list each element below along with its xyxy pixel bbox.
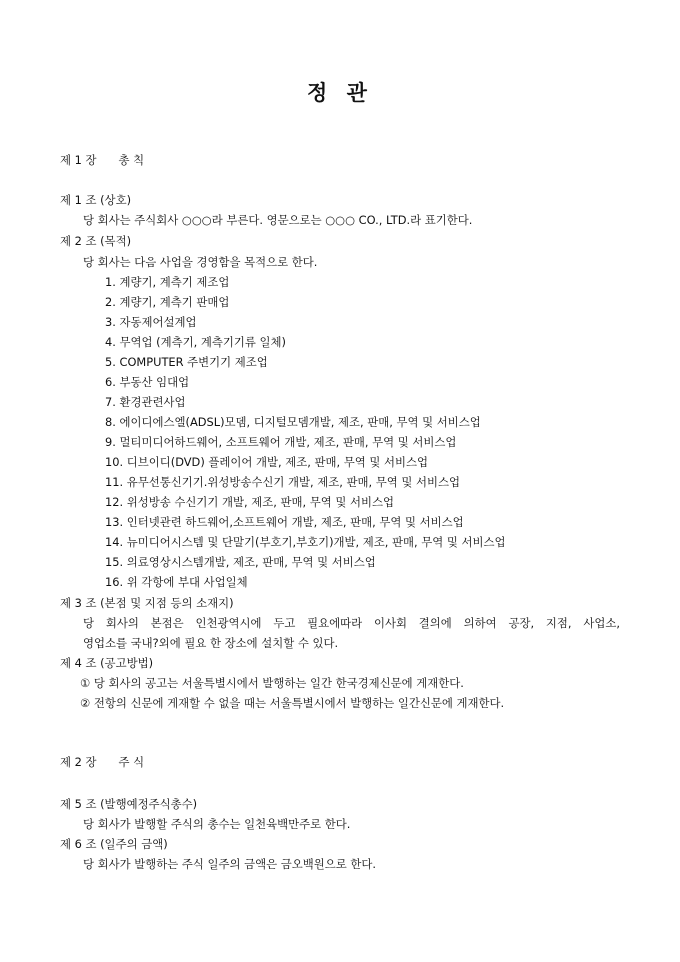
article-2-heading: 제 2 조 (목적) xyxy=(60,234,132,248)
article-2-item: 16. 위 각항에 부대 사업일체 xyxy=(105,575,248,589)
article-2-item: 14. 뉴미디어시스템 및 단말기(부호기,부호기)개발, 제조, 판매, 무역 및 서비스업 xyxy=(105,535,506,549)
article-2-item: 6. 부동산 임대업 xyxy=(105,375,190,389)
article-4-item: ② 전항의 신문에 게재할 수 없을 때는 서울특별시에서 발행하는 일간신문에 게재한다. xyxy=(80,696,505,710)
document-title: 정 관 xyxy=(307,80,373,105)
chapter-1-number: 제 1 장 xyxy=(60,153,97,167)
article-5-body: 당 회사가 발행할 주식의 총수는 일천육백만주로 한다. xyxy=(83,817,351,831)
article-2-body: 당 회사는 다음 사업을 경영함을 목적으로 한다. xyxy=(83,255,318,269)
chapter-2-number: 제 2 장 xyxy=(60,755,97,769)
article-2-item: 11. 유무선통신기기.위성방송수신기 개발, 제조, 판매, 무역 및 서비스업 xyxy=(105,475,461,489)
article-2-item: 1. 계량기, 계측기 제조업 xyxy=(105,275,230,289)
chapter-1-heading xyxy=(60,153,144,168)
article-2-item: 3. 자동제어설계업 xyxy=(105,315,197,329)
article-2-item: 4. 무역업 (계측기, 계측기기류 일체) xyxy=(105,335,286,349)
article-2-item: 9. 멀티미디어하드웨어, 소프트웨어 개발, 제조, 판매, 무역 및 서비스업 xyxy=(105,435,457,449)
article-2-item: 12. 위성방송 수신기기 개발, 제조, 판매, 무역 및 서비스업 xyxy=(105,495,395,509)
article-3-body-line-2: 영업소를 국내?외에 필요 한 장소에 설치할 수 있다. xyxy=(83,636,339,650)
article-2-item: 8. 에이디에스엘(ADSL)모뎀, 디지털모뎀개발, 제조, 판매, 무역 및 서비스업 xyxy=(105,415,481,429)
article-2-item: 13. 인터넷관련 하드웨어,소프트웨어 개발, 제조, 판매, 무역 및 서비스업 xyxy=(105,515,464,529)
article-4-item: ① 당 회사의 공고는 서울특별시에서 발행하는 일간 한국경제신문에 게재한다. xyxy=(80,676,464,690)
chapter-2-name: 주 식 xyxy=(118,755,145,769)
article-3-heading: 제 3 조 (본점 및 지점 등의 소재지) xyxy=(60,596,234,610)
chapter-1-name: 총 칙 xyxy=(118,153,145,167)
chapter-2-heading xyxy=(60,755,144,770)
article-2-item: 2. 계량기, 계측기 판매업 xyxy=(105,295,230,309)
article-5-heading: 제 5 조 (발행예정주식총수) xyxy=(60,797,198,811)
article-2-item: 5. COMPUTER 주변기기 제조업 xyxy=(105,355,268,369)
article-1-body: 당 회사는 주식회사 ○○○라 부른다. 영문으로는 ○○○ CO., LTD.라 표기한다. xyxy=(83,213,473,227)
article-6-body: 당 회사가 발행하는 주식 일주의 금액은 금오백원으로 한다. xyxy=(83,857,377,871)
article-6-heading: 제 6 조 (일주의 금액) xyxy=(60,837,168,851)
article-2-item: 7. 환경관련사업 xyxy=(105,395,186,409)
article-1-heading: 제 1 조 (상호) xyxy=(60,193,132,207)
article-2-item: 10. 디브이디(DVD) 플레이어 개발, 제조, 판매, 무역 및 서비스업 xyxy=(105,455,429,469)
article-3-body-line-1: 당 회사의 본점은 인천광역시에 두고 필요에따라 이사회 결의에 의하여 공장, 지점, 사업소, xyxy=(83,616,620,630)
article-2-item: 15. 의료영상시스템개발, 제조, 판매, 무역 및 서비스업 xyxy=(105,555,376,569)
article-4-heading: 제 4 조 (공고방법) xyxy=(60,656,154,670)
